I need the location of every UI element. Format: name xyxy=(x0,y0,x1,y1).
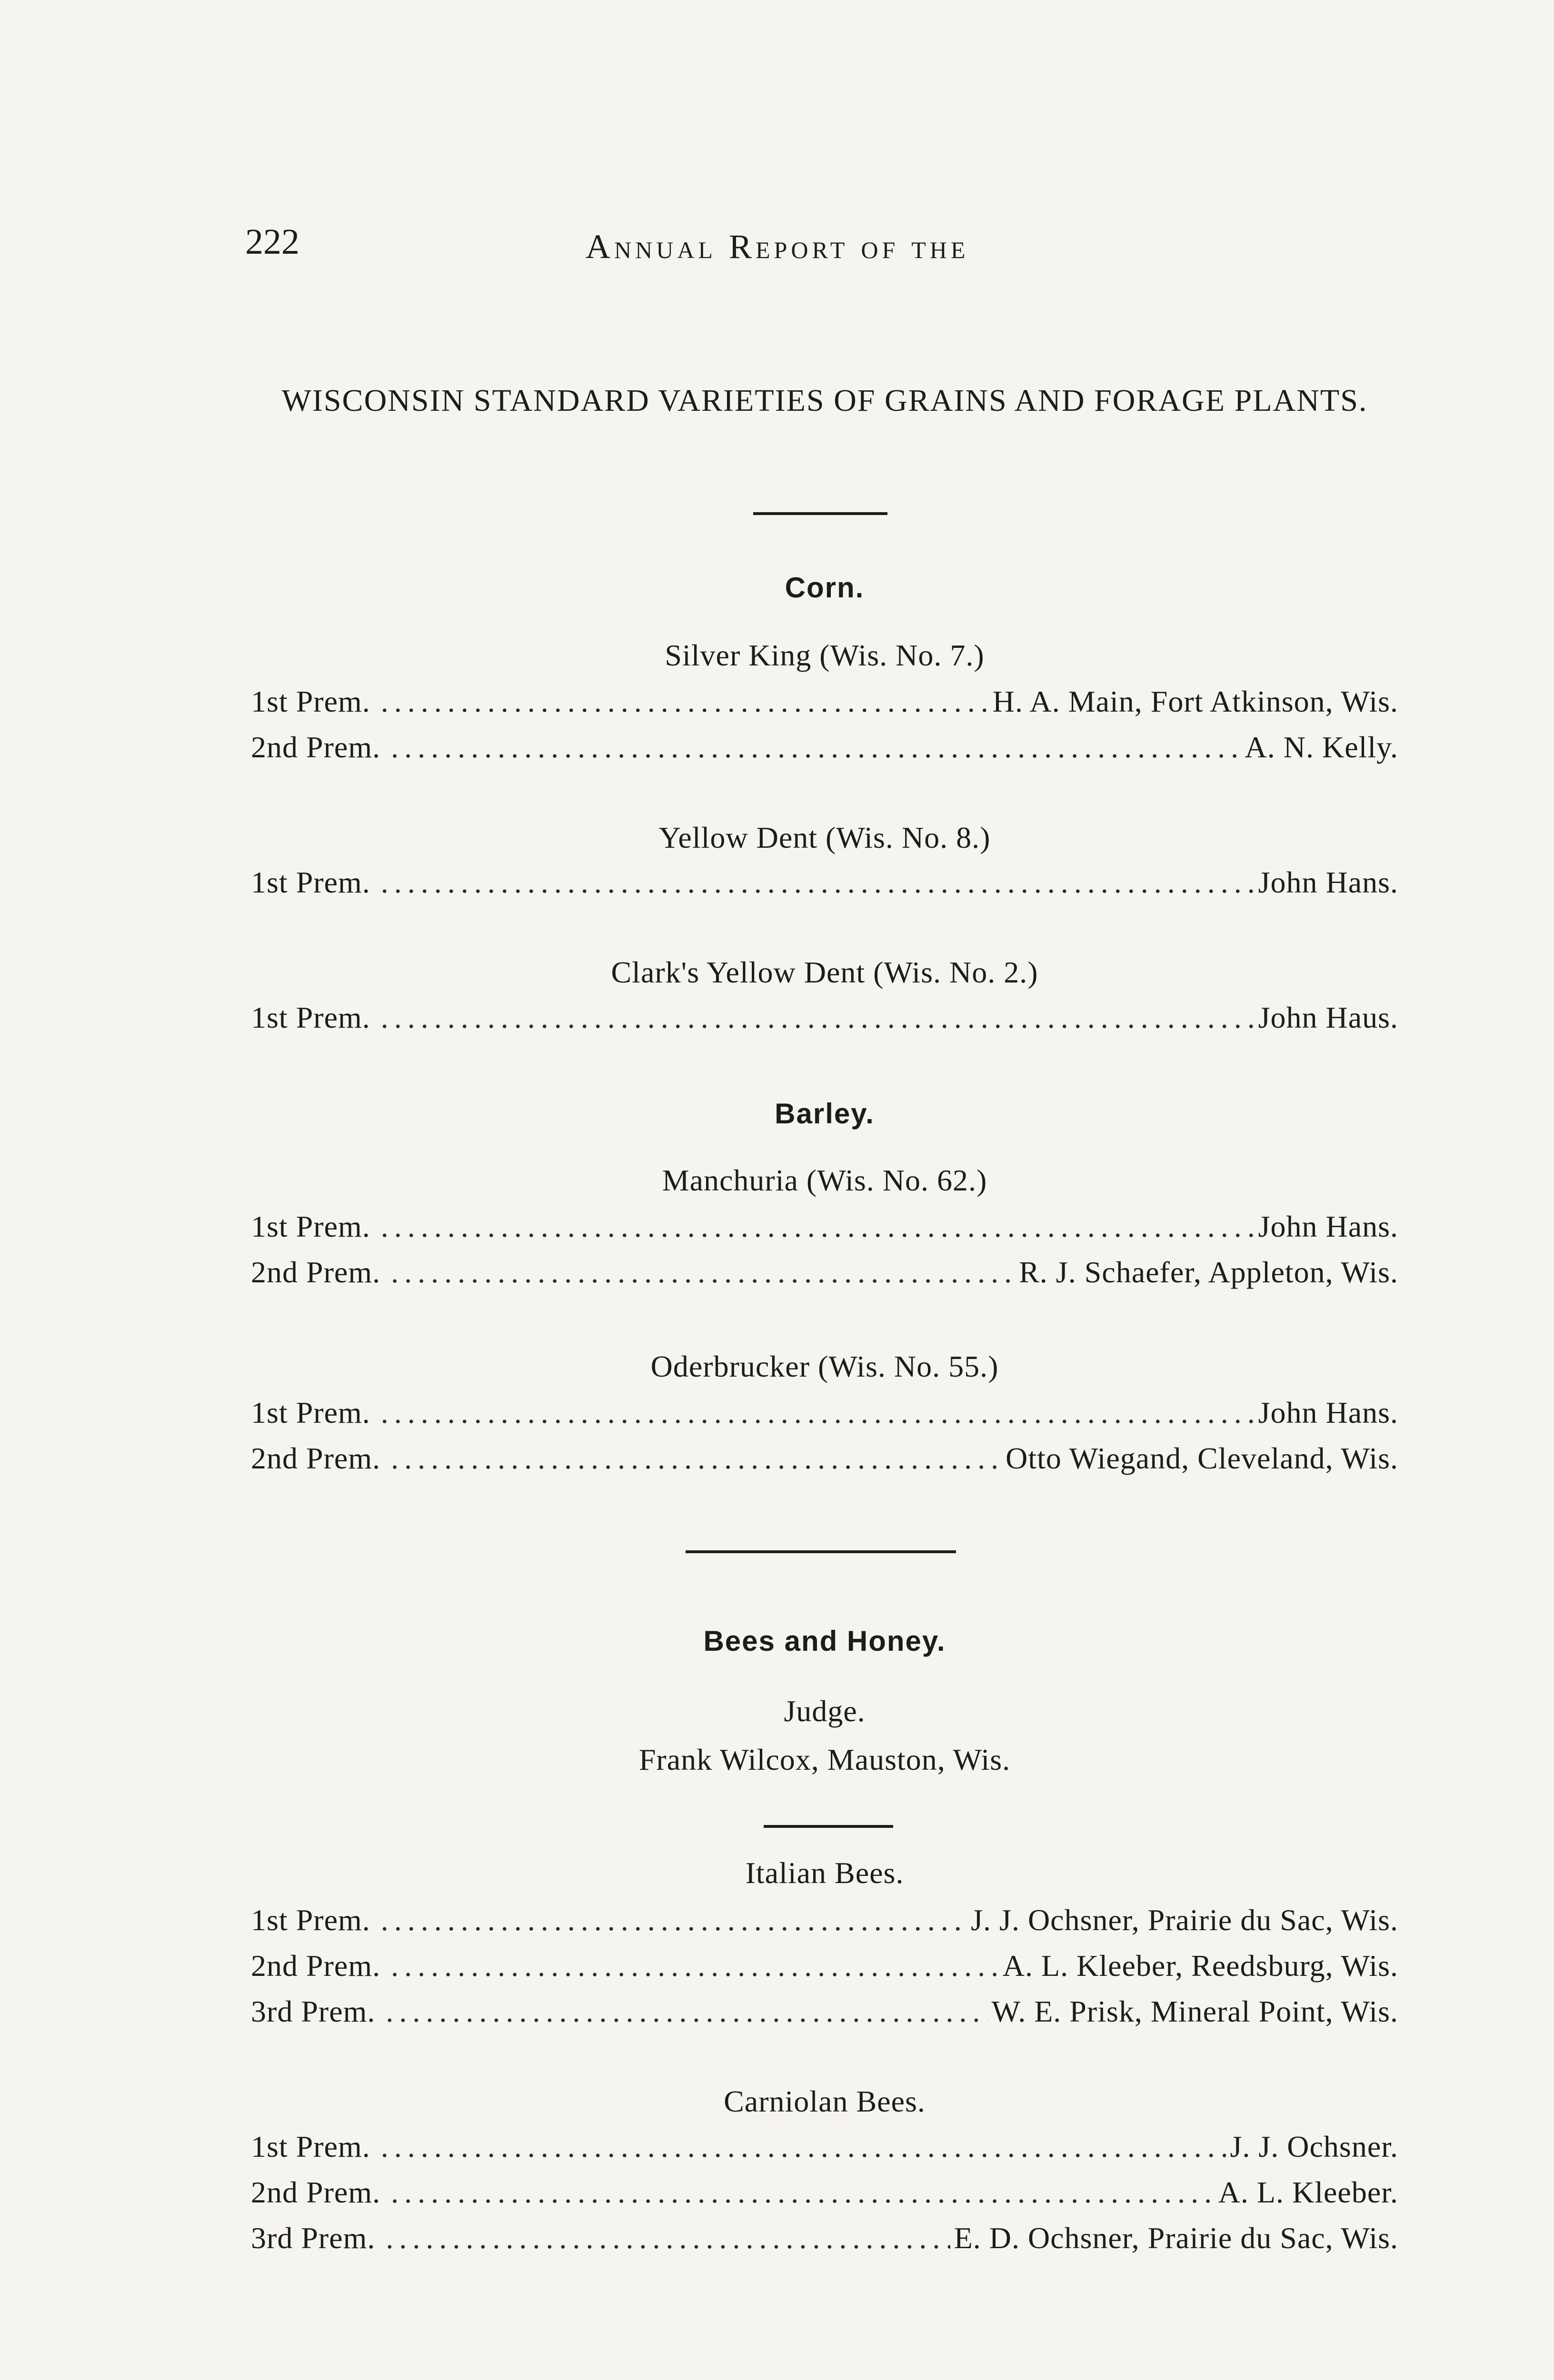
premium-winner: W. E. Prisk, Mineral Point, Wis. xyxy=(991,1994,1398,2028)
premium-line xyxy=(251,1951,1398,1981)
variety-silver-king: Silver King (Wis. No. 7.) xyxy=(665,638,985,672)
divider-rule xyxy=(686,1550,956,1553)
dot-leader xyxy=(391,2177,1215,2208)
dot-leader xyxy=(381,1211,1255,1242)
premium-line xyxy=(251,2223,1398,2253)
premium-label: 1st Prem. xyxy=(251,2130,370,2163)
premium-winner: John Hans. xyxy=(1258,1210,1398,1243)
premium-line xyxy=(251,686,1398,717)
premium-line xyxy=(251,1996,1398,2027)
premium-winner: John Haus. xyxy=(1258,1001,1398,1034)
judge-name: Frank Wilcox, Mauston, Wis. xyxy=(638,1743,1011,1776)
dot-leader xyxy=(381,1398,1255,1428)
premium-label: 1st Prem. xyxy=(251,1396,370,1429)
premium-line xyxy=(251,2132,1398,2162)
premium-line xyxy=(251,1002,1398,1033)
corn-heading: Corn. xyxy=(785,572,865,604)
premium-line xyxy=(251,1257,1398,1288)
dot-leader xyxy=(381,1002,1255,1033)
premium-winner: A. N. Kelly. xyxy=(1245,730,1398,764)
premium-winner: E. D. Ochsner, Prairie du Sac, Wis. xyxy=(954,2221,1398,2255)
running-title: Annual Report of the xyxy=(586,228,969,266)
premium-label: 2nd Prem. xyxy=(251,730,381,764)
premium-line xyxy=(251,1398,1398,1428)
barley-heading: Barley. xyxy=(775,1098,875,1130)
dot-leader xyxy=(386,1996,987,2027)
premium-line xyxy=(251,732,1398,763)
premium-label: 2nd Prem. xyxy=(251,1255,381,1289)
divider-rule xyxy=(764,1825,893,1828)
premium-label: 2nd Prem. xyxy=(251,1441,381,1475)
divider-rule xyxy=(753,512,887,515)
section-title: WISCONSIN STANDARD VARIETIES OF GRAINS AND FORAGE PLANTS. xyxy=(281,383,1368,418)
premium-winner: J. J. Ochsner, Prairie du Sac, Wis. xyxy=(971,1903,1398,1937)
premium-label: 1st Prem. xyxy=(251,1001,370,1034)
variety-oderbrucker: Oderbrucker (Wis. No. 55.) xyxy=(650,1349,999,1383)
variety-clarks-yellow-dent: Clark's Yellow Dent (Wis. No. 2.) xyxy=(611,955,1038,989)
variety-carniolan-bees: Carniolan Bees. xyxy=(724,2084,926,2118)
premium-line xyxy=(251,1905,1398,1935)
premium-label: 1st Prem. xyxy=(251,1210,370,1243)
bees-heading: Bees and Honey. xyxy=(703,1625,946,1657)
dot-leader xyxy=(381,867,1255,898)
dot-leader xyxy=(381,686,989,717)
variety-yellow-dent: Yellow Dent (Wis. No. 8.) xyxy=(658,821,991,854)
premium-winner: H. A. Main, Fort Atkinson, Wis. xyxy=(992,684,1398,718)
premium-line xyxy=(251,2177,1398,2208)
premium-label: 2nd Prem. xyxy=(251,2175,381,2209)
premium-winner: John Hans. xyxy=(1258,865,1398,899)
premium-line xyxy=(251,1443,1398,1474)
premium-winner: A. L. Kleeber. xyxy=(1218,2175,1398,2209)
premium-winner: R. J. Schaefer, Appleton, Wis. xyxy=(1019,1255,1398,1289)
premium-winner: John Hans. xyxy=(1258,1396,1398,1429)
premium-winner: A. L. Kleeber, Reedsburg, Wis. xyxy=(1002,1949,1398,1983)
premium-label: 1st Prem. xyxy=(251,865,370,899)
premium-winner: Otto Wiegand, Cleveland, Wis. xyxy=(1006,1441,1398,1475)
judge-heading: Judge. xyxy=(784,1694,866,1728)
dot-leader xyxy=(391,1951,999,1981)
dot-leader xyxy=(381,1905,967,1935)
dot-leader xyxy=(391,732,1241,763)
dot-leader xyxy=(391,1443,1002,1474)
premium-winner: J. J. Ochsner. xyxy=(1230,2130,1398,2163)
premium-line xyxy=(251,1211,1398,1242)
dot-leader xyxy=(386,2223,950,2253)
premium-label: 1st Prem. xyxy=(251,1903,370,1937)
premium-line xyxy=(251,867,1398,898)
dot-leader xyxy=(391,1257,1015,1288)
page-number: 222 xyxy=(245,222,299,262)
premium-label: 3rd Prem. xyxy=(251,1994,376,2028)
variety-manchuria: Manchuria (Wis. No. 62.) xyxy=(662,1163,987,1197)
premium-label: 1st Prem. xyxy=(251,684,370,718)
premium-label: 2nd Prem. xyxy=(251,1949,381,1983)
dot-leader xyxy=(381,2132,1226,2162)
premium-label: 3rd Prem. xyxy=(251,2221,376,2255)
variety-italian-bees: Italian Bees. xyxy=(745,1856,904,1890)
